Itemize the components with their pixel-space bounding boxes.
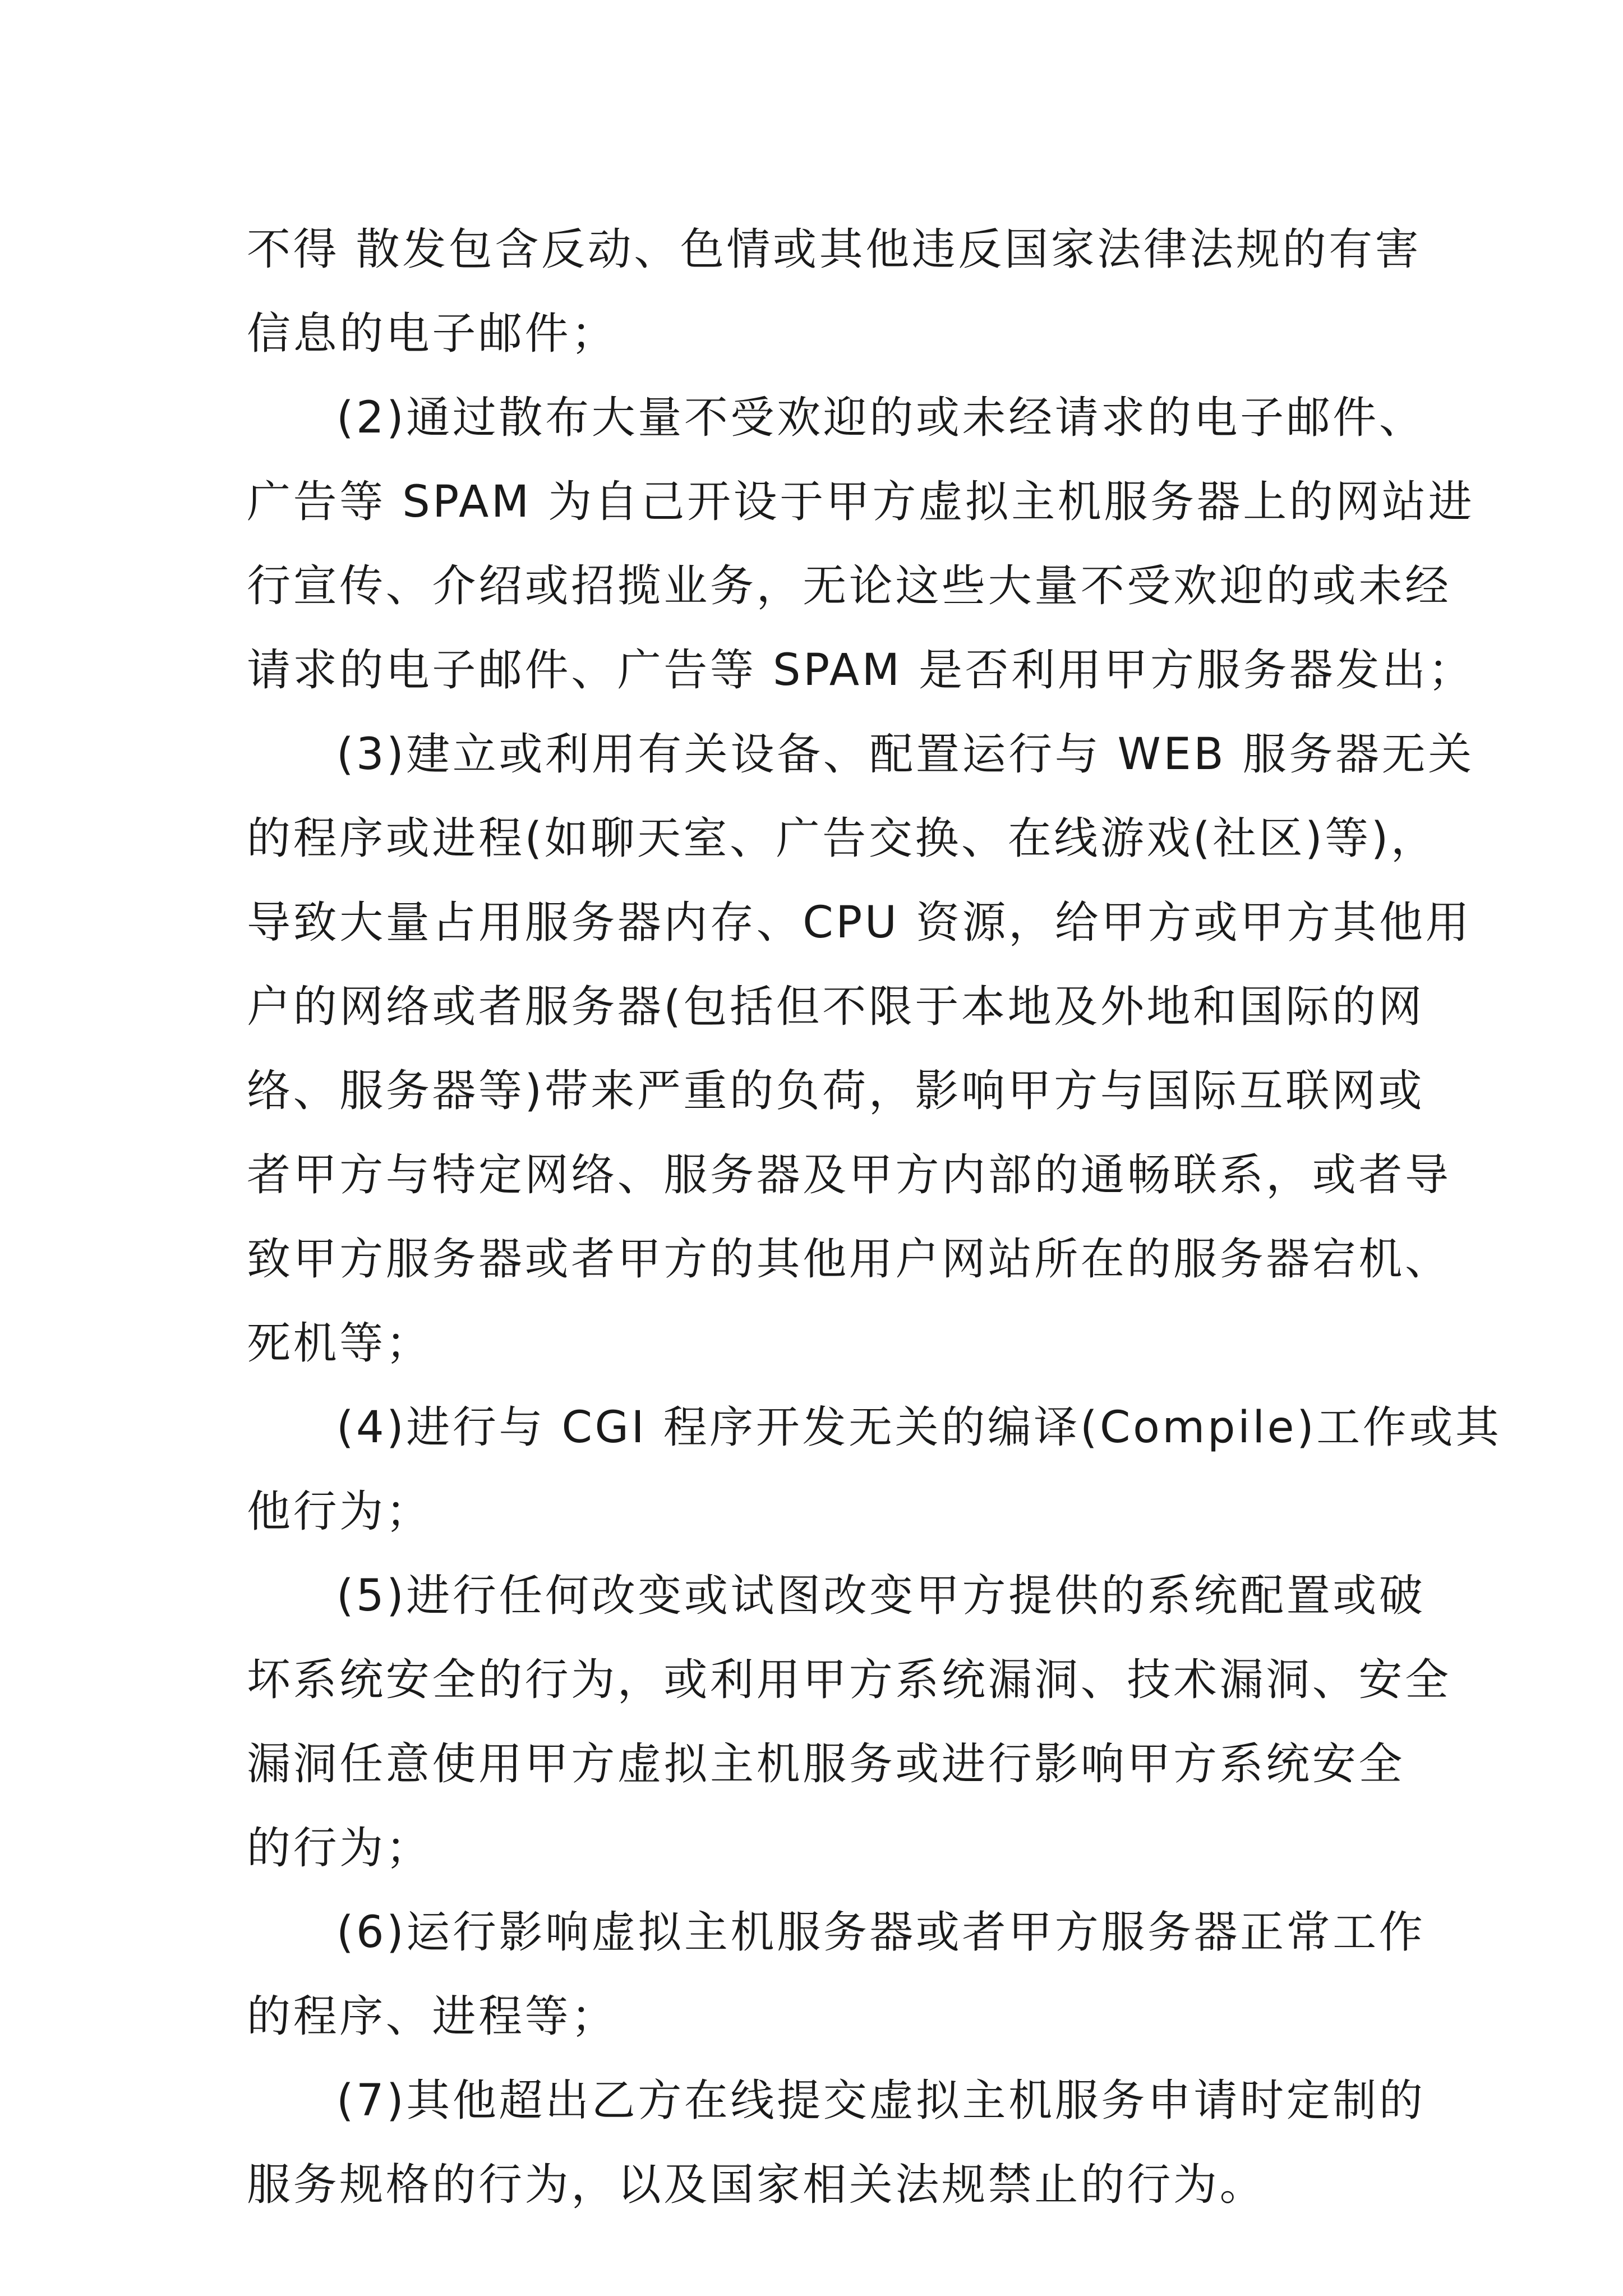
- text-line-item-4: (4)进行与 CGI 程序开发无关的编译(Compile)工作或其: [336, 1402, 1502, 1453]
- text-line: 的行为；: [247, 1823, 432, 1874]
- text-line-item-3: (3)建立或利用有关设备、配置运行与 WEB 服务器无关: [336, 729, 1474, 780]
- text-line: 行宣传、介绍或招揽业务，无论这些大量不受欢迎的或未经: [247, 561, 1451, 611]
- text-line-item-6: (6)运行影响虚拟主机服务器或者甲方服务器正常工作: [336, 1907, 1426, 1958]
- text-line-item-2: (2)通过散布大量不受欢迎的或未经请求的电子邮件、: [336, 393, 1426, 443]
- text-line: 导致大量占用服务器内存、CPU 资源，给甲方或甲方其他用: [247, 898, 1472, 948]
- text-line: 户的网络或者服务器(包括但不限于本地及外地和国际的网: [247, 982, 1425, 1032]
- text-line: 致甲方服务器或者甲方的其他用户网站所在的服务器宕机、: [247, 1234, 1451, 1285]
- document-body: [247, 208, 1502, 2227]
- text-line: 死机等；: [247, 1318, 432, 1369]
- text-line: 不得 散发包含反动、色情或其他违反国家法律法规的有害: [247, 224, 1422, 275]
- text-line: 的程序、进程等；: [247, 1991, 617, 2042]
- text-line: 坏系统安全的行为，或利用甲方系统漏洞、技术漏洞、安全: [247, 1655, 1451, 1705]
- text-line: 漏洞任意使用甲方虚拟主机服务或进行影响甲方系统安全: [247, 1739, 1405, 1789]
- text-line: 他行为；: [247, 1487, 432, 1537]
- text-line-item-5: (5)进行任何改变或试图改变甲方提供的系统配置或破: [336, 1571, 1426, 1621]
- text-line-item-7: (7)其他超出乙方在线提交虚拟主机服务申请时定制的: [336, 2076, 1426, 2126]
- text-line: 广告等 SPAM 为自己开设于甲方虚拟主机服务器上的网站进: [247, 477, 1475, 527]
- text-line: 者甲方与特定网络、服务器及甲方内部的通畅联系，或者导: [247, 1150, 1451, 1200]
- text-line: 络、服务器等)带来严重的负荷，影响甲方与国际互联网或: [247, 1066, 1425, 1116]
- text-line: 信息的电子邮件；: [247, 309, 617, 359]
- text-line: 的程序或进程(如聊天室、广告交换、在线游戏(社区)等)，: [247, 813, 1437, 864]
- text-line: 服务规格的行为，以及国家相关法规禁止的行为。: [247, 2160, 1266, 2210]
- text-line: 请求的电子邮件、广告等 SPAM 是否利用甲方服务器发出；: [247, 645, 1475, 696]
